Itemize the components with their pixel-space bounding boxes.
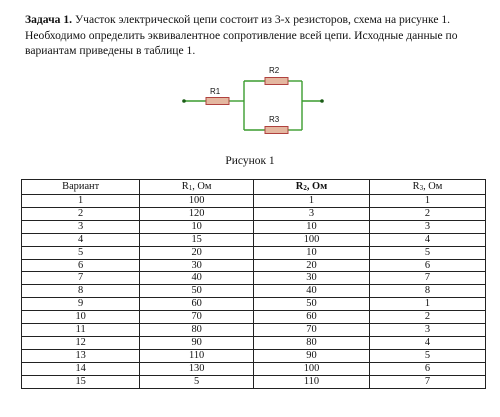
table-row (22, 272, 486, 285)
cell-variant: 5 (22, 246, 140, 259)
table-row (22, 207, 486, 220)
table-body (22, 195, 486, 389)
cell-r1: 10 (140, 220, 254, 233)
label-r1: R1 (210, 87, 221, 96)
cell-variant: 6 (22, 259, 140, 272)
cell-r2: 20 (253, 259, 369, 272)
table-row (22, 220, 486, 233)
cell-r2: 30 (253, 272, 369, 285)
table-row (22, 336, 486, 349)
cell-r1: 5 (140, 375, 254, 388)
cell-r1: 90 (140, 336, 254, 349)
cell-variant: 12 (22, 336, 140, 349)
circuit-wires (184, 81, 322, 130)
cell-r3: 5 (369, 349, 485, 362)
table-row (22, 375, 486, 388)
cell-variant: 11 (22, 324, 140, 337)
cell-r2: 90 (253, 349, 369, 362)
cell-r1: 40 (140, 272, 254, 285)
table-row (22, 298, 486, 311)
cell-r2: 10 (253, 246, 369, 259)
task-title: Задача 1. (25, 13, 73, 26)
cell-r3: 2 (369, 207, 485, 220)
label-r2: R2 (269, 66, 280, 75)
cell-r2: 60 (253, 311, 369, 324)
cell-r2: 100 (253, 362, 369, 375)
table-row (22, 259, 486, 272)
cell-variant: 14 (22, 362, 140, 375)
cell-variant: 7 (22, 272, 140, 285)
cell-variant: 3 (22, 220, 140, 233)
cell-r1: 70 (140, 311, 254, 324)
cell-r3: 7 (369, 272, 485, 285)
cell-r1: 60 (140, 298, 254, 311)
cell-r3: 6 (369, 362, 485, 375)
cell-r2: 110 (253, 375, 369, 388)
cell-r3: 2 (369, 311, 485, 324)
cell-r3: 8 (369, 285, 485, 298)
table-row (22, 285, 486, 298)
task-statement (25, 12, 487, 59)
cell-r2: 100 (253, 233, 369, 246)
cell-r2: 1 (253, 195, 369, 208)
cell-variant: 2 (22, 207, 140, 220)
cell-r3: 1 (369, 298, 485, 311)
cell-r3: 4 (369, 233, 485, 246)
table-row (22, 246, 486, 259)
table-row (22, 233, 486, 246)
resistor-r3 (265, 127, 288, 134)
variants-table (21, 179, 486, 389)
cell-r1: 30 (140, 259, 254, 272)
cell-variant: 9 (22, 298, 140, 311)
cell-variant: 10 (22, 311, 140, 324)
label-r3: R3 (269, 115, 280, 124)
cell-r2: 50 (253, 298, 369, 311)
cell-variant: 1 (22, 195, 140, 208)
resistor-r1 (206, 98, 229, 105)
cell-r1: 110 (140, 349, 254, 362)
cell-r2: 70 (253, 324, 369, 337)
table-header-row (22, 180, 486, 195)
cell-r3: 5 (369, 246, 485, 259)
cell-r3: 6 (369, 259, 485, 272)
cell-r3: 3 (369, 220, 485, 233)
table-row (22, 324, 486, 337)
cell-variant: 4 (22, 233, 140, 246)
cell-r1: 15 (140, 233, 254, 246)
table-row (22, 349, 486, 362)
cell-variant: 13 (22, 349, 140, 362)
cell-r1: 80 (140, 324, 254, 337)
cell-r1: 50 (140, 285, 254, 298)
cell-variant: 15 (22, 375, 140, 388)
terminal-left (182, 99, 186, 103)
cell-r1: 20 (140, 246, 254, 259)
table-row (22, 311, 486, 324)
cell-r2: 40 (253, 285, 369, 298)
figure-caption: Рисунок 1 (225, 155, 275, 167)
cell-r3: 1 (369, 195, 485, 208)
terminal-right (320, 99, 324, 103)
cell-r2: 3 (253, 207, 369, 220)
cell-r1: 130 (140, 362, 254, 375)
cell-variant: 8 (22, 285, 140, 298)
header-r2: $R_2$, Ом (253, 180, 369, 195)
header-variant: Вариант (22, 180, 140, 195)
cell-r2: 80 (253, 336, 369, 349)
circuit-diagram (176, 60, 336, 140)
table-row (22, 362, 486, 375)
resistor-r2 (265, 78, 288, 85)
cell-r1: 120 (140, 207, 254, 220)
cell-r3: 4 (369, 336, 485, 349)
cell-r3: 7 (369, 375, 485, 388)
cell-r2: 10 (253, 220, 369, 233)
header-r1: $R_1$, Ом (140, 180, 254, 195)
task-text: Участок электрической цепи состоит из 3-х резисторов, схема на рисунке 1. Необходимо определить эквивалентное сопротивление всей цепи. Исходные данные по вариантам приведены в таблице 1. (25, 13, 458, 57)
header-r3: $R_3$, Ом (369, 180, 485, 195)
cell-r3: 3 (369, 324, 485, 337)
table-row (22, 195, 486, 208)
cell-r1: 100 (140, 195, 254, 208)
